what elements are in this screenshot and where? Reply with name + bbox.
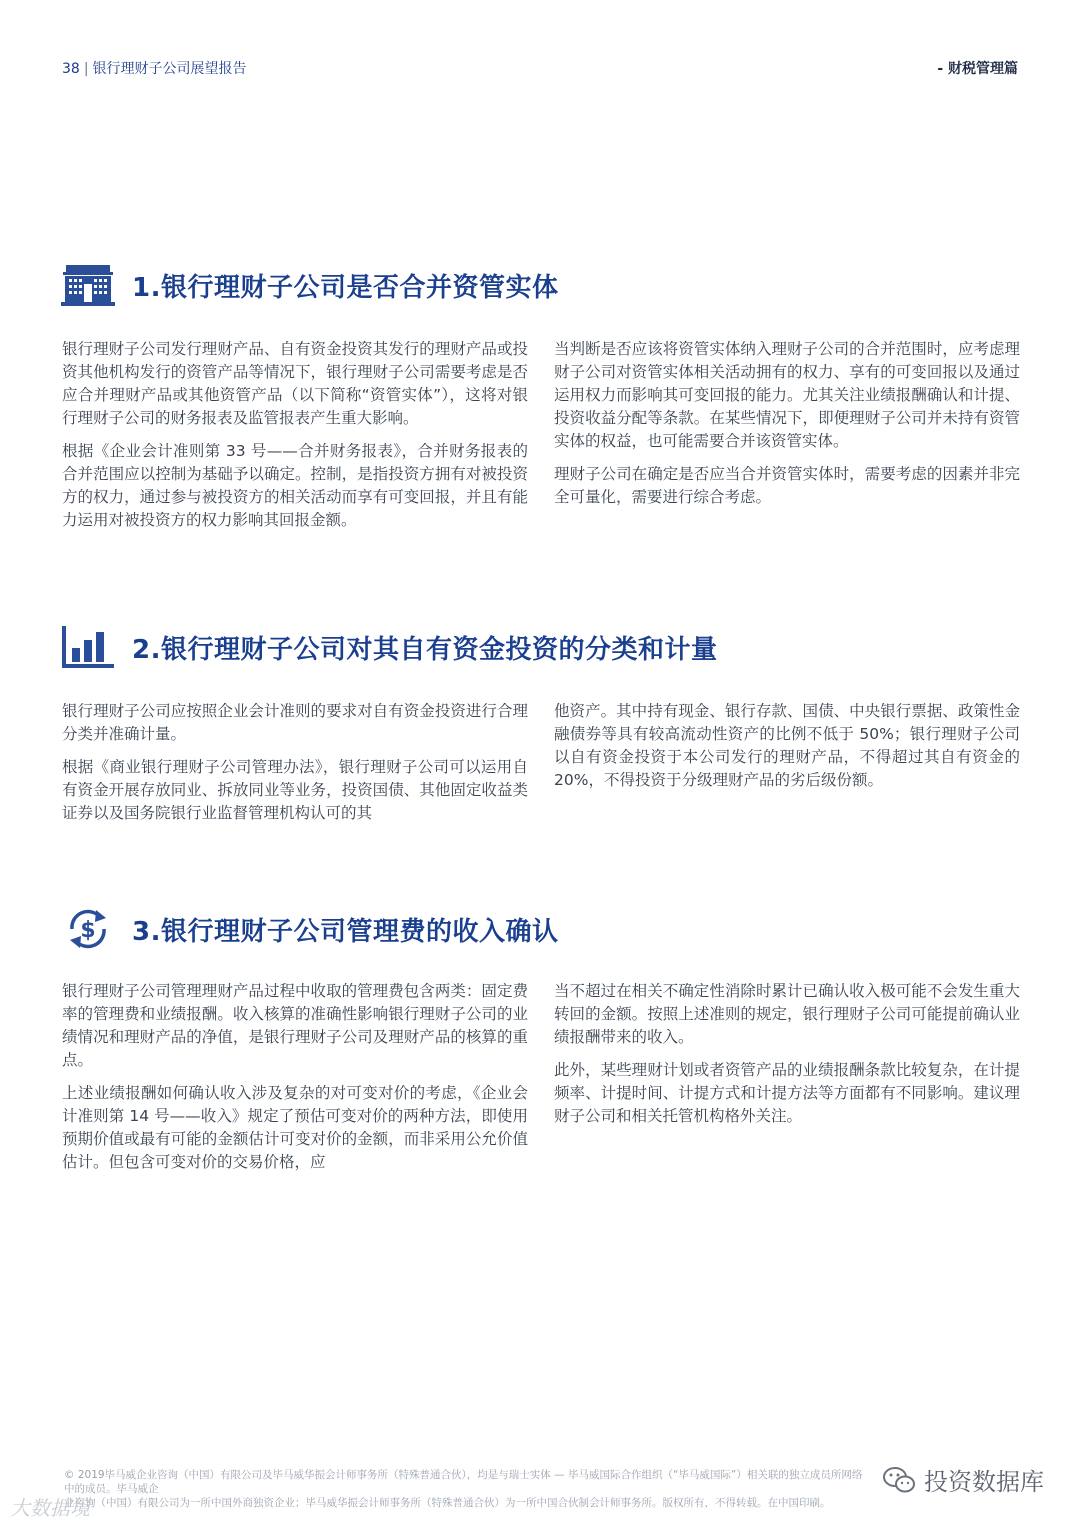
bank-building-icon (60, 262, 116, 308)
header-separator: | (83, 61, 89, 77)
section-2-title: 2.银行理财子公司对其自有资金投资的分类和计量 (132, 634, 718, 665)
section-2-left-column (62, 700, 528, 835)
paragraph: 理财子公司在确定是否应当合并资管实体时，需要考虑的因素并非完全可量化，需要进行综合考虑。 (554, 465, 1020, 506)
section-1-right-column (554, 338, 1020, 519)
page-header-left (62, 58, 247, 78)
page-number: 38 (62, 61, 80, 77)
watermark-right-text: 投资数据库 (924, 1468, 1044, 1496)
dollar-cycle-icon (60, 906, 116, 952)
footer-line: © 2019毕马威企业咨询（中国）有限公司及毕马威华振会计师事务所（特殊普通合伙），均是与瑞士实体 — 毕马威国际合作组织（“毕马威国际”）相关联的独立成员所网络中的成员。毕马威企 (64, 1469, 863, 1495)
paragraph: 上述业绩报酬如何确认收入涉及复杂的对可变对价的考虑，《企业会计准则第 14 号——收入》规定了预估可变对价的两种方法，即使用预期价值或最有可能的金额估计可变对价的金额，而非采用公允价值估计。但包含可变对价的交易价格，应 (62, 1084, 528, 1171)
watermark-right (882, 1462, 1044, 1497)
section-label: - 财税管理篇 (937, 61, 1018, 77)
paragraph: 他资产。其中持有现金、银行存款、国债、中央银行票据、政策性金融债券等具有较高流动性资产的比例不低于 50%；银行理财子公司以自有资金投资于本公司发行的理财产品，不得超过其自有资金的 20%，不得投资于分级理财产品的劣后级份额。 (554, 702, 1020, 789)
section-1-left-column (62, 338, 528, 542)
svg-text:$: $ (80, 918, 96, 943)
section-3-title: 3.银行理财子公司管理费的收入确认 (132, 916, 559, 947)
paragraph: 根据《商业银行理财子公司管理办法》，银行理财子公司可以运用自有资金开展存放同业、拆放同业等业务，投资国债、其他固定收益类证券以及国务院银行业监督管理机构认可的其 (62, 758, 528, 822)
wechat-icon (882, 1466, 916, 1494)
paragraph: 根据《企业会计准则第 33 号——合并财务报表》，合并财务报表的合并范围应以控制为基础予以确定。控制，是指投资方拥有对被投资方的权力，通过参与被投资方的相关活动而享有可变回报，并且有能力运用对被投资方的权力影响其回报金额。 (62, 442, 528, 529)
section-1-heading (60, 260, 558, 310)
section-3-right-column (554, 980, 1020, 1138)
section-3-left-column (62, 980, 528, 1184)
bar-chart-icon (60, 624, 116, 670)
paragraph: 银行理财子公司发行理财产品、自有资金投资其发行的理财产品或投资其他机构发行的资管产品等情况下，银行理财子公司需要考虑是否应合并理财产品或其他资管产品（以下简称“资管实体”），这将对银行理财子公司的财务报表及监管报表产生重大影响。 (62, 340, 528, 427)
report-title: 银行理财子公司展望报告 (92, 61, 247, 77)
section-3-heading (60, 904, 558, 954)
paragraph: 银行理财子公司应按照企业会计准则的要求对自有资金投资进行合理分类并准确计量。 (62, 702, 528, 743)
copyright-footer (64, 1468, 864, 1510)
paragraph: 此外，某些理财计划或者资管产品的业绩报酬条款比较复杂，在计提频率、计提时间、计提方式和计提方法等方面都有不同影响。建议理财子公司和相关托管机构格外关注。 (554, 1061, 1020, 1125)
section-2-heading (60, 622, 717, 672)
watermark-left: 大数据境 (10, 1496, 90, 1520)
section-1-title: 1.银行理财子公司是否合并资管实体 (132, 272, 559, 303)
paragraph: 当不超过在相关不确定性消除时累计已确认收入极可能不会发生重大转回的金额。按照上述准则的规定，银行理财子公司可能提前确认业绩报酬带来的收入。 (554, 982, 1020, 1046)
section-2-right-column (554, 700, 1020, 802)
paragraph: 当判断是否应该将资管实体纳入理财子公司的合并范围时，应考虑理财子公司对资管实体相关活动拥有的权力、享有的可变回报以及通过运用权力而影响其可变回报的能力。尤其关注业绩报酬确认和计提、投资收益分配等条款。在某些情况下，即便理财子公司并未持有资管实体的权益，也可能需要合并该资管实体。 (554, 340, 1020, 450)
paragraph: 银行理财子公司管理理财产品过程中收取的管理费包含两类：固定费率的管理费和业绩报酬。收入核算的准确性影响银行理财子公司的业绩情况和理财产品的净值，是银行理财子公司及理财产品的核算的重点。 (62, 982, 528, 1069)
footer-line: 业咨询（中国）有限公司为一所中国外商独资企业；毕马威华振会计师事务所（特殊普通合伙）为一所中国合伙制会计师事务所。版权所有，不得转载。在中国印刷。 (64, 1497, 831, 1509)
